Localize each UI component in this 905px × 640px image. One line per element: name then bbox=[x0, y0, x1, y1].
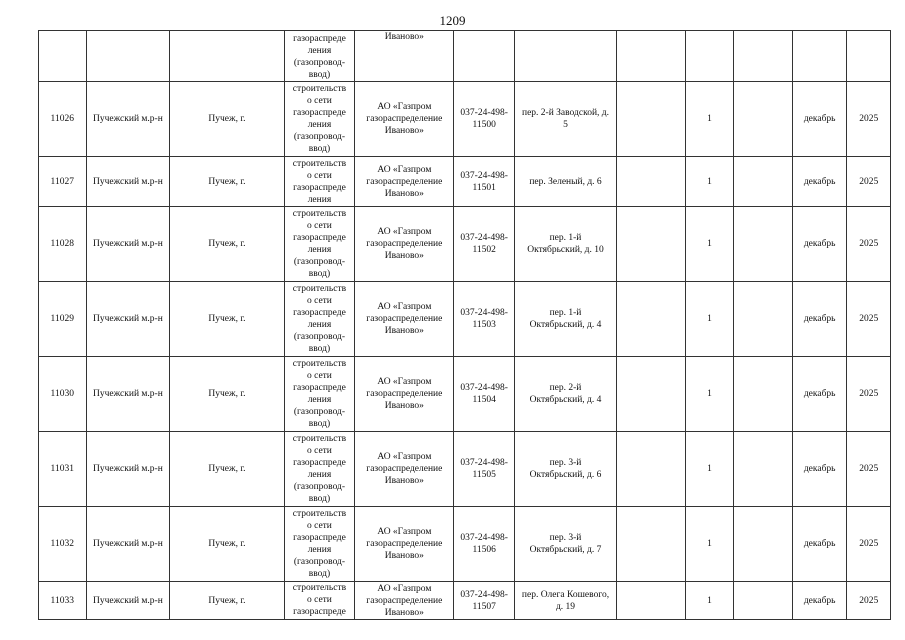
cell-work-type bbox=[284, 207, 355, 282]
cell-month: декабрь bbox=[792, 432, 847, 507]
work-type-line: ввод) bbox=[308, 144, 331, 154]
table-row bbox=[39, 82, 891, 157]
work-type-line: ввод) bbox=[308, 569, 331, 579]
cell-work-type bbox=[284, 507, 355, 582]
cell-number: 11031 bbox=[39, 432, 87, 507]
cell-organization: АО «Газпром газораспределение Иваново» bbox=[355, 582, 454, 620]
cell-locality: Пучеж, г. bbox=[170, 157, 284, 207]
work-type-line: строительств bbox=[292, 509, 347, 519]
cell-year bbox=[847, 31, 891, 82]
cell-blank bbox=[617, 357, 686, 432]
cell-quantity: 1 bbox=[685, 582, 734, 620]
cell-address: пер. 2-й Заводской, д. 5 bbox=[514, 82, 616, 157]
cell-quantity bbox=[685, 31, 734, 82]
table-row bbox=[39, 157, 891, 207]
table-row bbox=[39, 357, 891, 432]
work-type-line: ввод) bbox=[308, 70, 331, 80]
cell-locality bbox=[170, 31, 284, 82]
work-type-line: газораспреде bbox=[293, 607, 346, 617]
work-type-line: строительств bbox=[292, 583, 347, 593]
cell-locality: Пучеж, г. bbox=[170, 432, 284, 507]
work-type-line: ления bbox=[307, 46, 332, 56]
work-type-line: (газопровод- bbox=[293, 332, 346, 342]
cell-code bbox=[454, 31, 515, 82]
work-type-line: ввод) bbox=[308, 269, 331, 279]
cell-quantity: 1 bbox=[685, 207, 734, 282]
cell-organization: АО «Газпром газораспределение Иваново» bbox=[355, 507, 454, 582]
cell-month: декабрь bbox=[792, 282, 847, 357]
work-type-line: (газопровод- bbox=[293, 557, 346, 567]
cell-code: 037-24-498-11503 bbox=[454, 282, 515, 357]
cell-address: пер. Зеленый, д. 6 bbox=[514, 157, 616, 207]
table-row bbox=[39, 282, 891, 357]
cell-code: 037-24-498-11506 bbox=[454, 507, 515, 582]
cell-year: 2025 bbox=[847, 432, 891, 507]
cell-blank bbox=[734, 31, 793, 82]
table-row-partial bbox=[39, 31, 891, 82]
work-type-line: ввод) bbox=[308, 344, 331, 354]
work-type-line: ления bbox=[307, 545, 332, 555]
work-type-line: ления bbox=[307, 320, 332, 330]
work-type-line: газораспреде bbox=[293, 182, 346, 193]
cell-address: пер. 3-й Октябрьский, д. 6 bbox=[514, 432, 616, 507]
cell-blank bbox=[734, 357, 793, 432]
cell-locality: Пучеж, г. bbox=[170, 507, 284, 582]
cell-district: Пучежский м.р-н bbox=[86, 207, 170, 282]
page-number: 1209 bbox=[439, 13, 466, 28]
cell-code: 037-24-498-11504 bbox=[454, 357, 515, 432]
cell-district: Пучежский м.р-н bbox=[86, 282, 170, 357]
work-type-line: строительств bbox=[292, 209, 347, 219]
work-type-line: строительств bbox=[292, 434, 347, 444]
work-type-line: о сети bbox=[306, 521, 332, 531]
cell-blank bbox=[617, 282, 686, 357]
cell-blank bbox=[734, 582, 793, 620]
cell-organization: АО «Газпром газораспределение Иваново» bbox=[355, 82, 454, 157]
cell-year: 2025 bbox=[847, 157, 891, 207]
cell-organization: АО «Газпром газораспределение Иваново» bbox=[355, 282, 454, 357]
cell-locality: Пучеж, г. bbox=[170, 282, 284, 357]
cell-month bbox=[792, 31, 847, 82]
cell-work-type bbox=[284, 31, 355, 82]
cell-year: 2025 bbox=[847, 582, 891, 620]
work-type-line: о сети bbox=[306, 96, 332, 106]
cell-blank bbox=[617, 207, 686, 282]
cell-month: декабрь bbox=[792, 207, 847, 282]
cell-number: 11032 bbox=[39, 507, 87, 582]
work-type-line: о сети bbox=[306, 170, 332, 181]
cell-locality: Пучеж, г. bbox=[170, 357, 284, 432]
cell-blank bbox=[734, 207, 793, 282]
cell-work-type bbox=[284, 82, 355, 157]
cell-blank bbox=[617, 432, 686, 507]
cell-blank bbox=[734, 82, 793, 157]
cell-number: 11033 bbox=[39, 582, 87, 620]
work-type-line: строительств bbox=[292, 359, 347, 369]
cell-year: 2025 bbox=[847, 357, 891, 432]
cell-quantity: 1 bbox=[685, 157, 734, 207]
cell-blank bbox=[617, 507, 686, 582]
cell-number: 11030 bbox=[39, 357, 87, 432]
cell-district: Пучежский м.р-н bbox=[86, 82, 170, 157]
work-type-line: о сети bbox=[306, 595, 332, 605]
work-type-line: строительств bbox=[292, 84, 347, 94]
cell-quantity: 1 bbox=[685, 282, 734, 357]
cell-organization: АО «Газпром газораспределение Иваново» bbox=[355, 157, 454, 207]
cell-year: 2025 bbox=[847, 207, 891, 282]
cell-month: декабрь bbox=[792, 357, 847, 432]
work-type-line: ления bbox=[307, 395, 332, 405]
work-type-line: (газопровод- bbox=[293, 407, 346, 417]
cell-district bbox=[86, 31, 170, 82]
cell-number bbox=[39, 31, 87, 82]
cell-quantity: 1 bbox=[685, 357, 734, 432]
work-type-line: ления bbox=[307, 194, 332, 205]
cell-organization: АО «Газпром газораспределение Иваново» bbox=[355, 207, 454, 282]
cell-locality: Пучеж, г. bbox=[170, 207, 284, 282]
work-type-line: (газопровод- bbox=[293, 257, 346, 267]
cell-work-type bbox=[284, 432, 355, 507]
cell-blank bbox=[734, 282, 793, 357]
work-type-line: ления bbox=[307, 470, 332, 480]
table-row bbox=[39, 507, 891, 582]
cell-organization: АО «Газпром газораспределение Иваново» bbox=[355, 357, 454, 432]
cell-district: Пучежский м.р-н bbox=[86, 507, 170, 582]
cell-year: 2025 bbox=[847, 282, 891, 357]
cell-work-type bbox=[284, 282, 355, 357]
work-type-line: (газопровод- bbox=[293, 132, 346, 142]
work-type-line: газораспреде bbox=[293, 34, 346, 44]
table-body bbox=[39, 31, 891, 620]
work-type-line: о сети bbox=[306, 371, 332, 381]
cell-quantity: 1 bbox=[685, 507, 734, 582]
cell-blank bbox=[617, 82, 686, 157]
work-type-line: строительств bbox=[292, 158, 347, 169]
work-type-line: строительств bbox=[292, 284, 347, 294]
work-type-line: ввод) bbox=[308, 419, 331, 429]
work-type-line: ввод) bbox=[308, 494, 331, 504]
table-row bbox=[39, 432, 891, 507]
cell-code: 037-24-498-11502 bbox=[454, 207, 515, 282]
cell-quantity: 1 bbox=[685, 82, 734, 157]
cell-address: пер. 1-й Октябрьский, д. 10 bbox=[514, 207, 616, 282]
cell-month: декабрь bbox=[792, 582, 847, 620]
cell-code: 037-24-498-11500 bbox=[454, 82, 515, 157]
cell-year: 2025 bbox=[847, 507, 891, 582]
cell-code: 037-24-498-11507 bbox=[454, 582, 515, 620]
cell-locality: Пучеж, г. bbox=[170, 582, 284, 620]
cell-blank bbox=[617, 582, 686, 620]
cell-code: 037-24-498-11501 bbox=[454, 157, 515, 207]
work-type-line: (газопровод- bbox=[293, 482, 346, 492]
cell-district: Пучежский м.р-н bbox=[86, 582, 170, 620]
cell-month: декабрь bbox=[792, 82, 847, 157]
cell-work-type bbox=[284, 582, 355, 620]
work-type-line: газораспреде bbox=[293, 533, 346, 543]
cell-locality: Пучеж, г. bbox=[170, 82, 284, 157]
cell-address: пер. 1-й Октябрьский, д. 4 bbox=[514, 282, 616, 357]
cell-blank bbox=[617, 157, 686, 207]
work-type-line: о сети bbox=[306, 296, 332, 306]
cell-month: декабрь bbox=[792, 157, 847, 207]
cell-district: Пучежский м.р-н bbox=[86, 432, 170, 507]
register-table bbox=[38, 30, 891, 620]
work-type-line: газораспреде bbox=[293, 458, 346, 468]
cell-blank bbox=[734, 157, 793, 207]
cell-address: пер. 2-й Октябрьский, д. 4 bbox=[514, 357, 616, 432]
cell-number: 11028 bbox=[39, 207, 87, 282]
cell-work-type bbox=[284, 157, 355, 207]
work-type-line: ления bbox=[307, 245, 332, 255]
work-type-line: (газопровод- bbox=[293, 58, 346, 68]
cell-blank bbox=[734, 507, 793, 582]
cell-year: 2025 bbox=[847, 82, 891, 157]
cell-district: Пучежский м.р-н bbox=[86, 357, 170, 432]
work-type-line: газораспреде bbox=[293, 308, 346, 318]
cell-blank bbox=[734, 432, 793, 507]
work-type-line: газораспреде bbox=[293, 233, 346, 243]
table-row bbox=[39, 207, 891, 282]
work-type-line: газораспреде bbox=[293, 108, 346, 118]
table-row bbox=[39, 582, 891, 620]
cell-number: 11029 bbox=[39, 282, 87, 357]
cell-address: пер. 3-й Октябрьский, д. 7 bbox=[514, 507, 616, 582]
cell-address bbox=[514, 31, 616, 82]
cell-organization: АО «Газпром газораспределение Иваново» bbox=[355, 432, 454, 507]
cell-address: пер. Олега Кошевого, д. 19 bbox=[514, 582, 616, 620]
cell-work-type bbox=[284, 357, 355, 432]
work-type-line: о сети bbox=[306, 221, 332, 231]
cell-organization: Иваново» bbox=[355, 31, 454, 82]
work-type-line: газораспреде bbox=[293, 383, 346, 393]
cell-number: 11027 bbox=[39, 157, 87, 207]
cell-quantity: 1 bbox=[685, 432, 734, 507]
cell-code: 037-24-498-11505 bbox=[454, 432, 515, 507]
work-type-line: о сети bbox=[306, 446, 332, 456]
cell-number: 11026 bbox=[39, 82, 87, 157]
cell-blank bbox=[617, 31, 686, 82]
work-type-line: ления bbox=[307, 120, 332, 130]
cell-month: декабрь bbox=[792, 507, 847, 582]
cell-district: Пучежский м.р-н bbox=[86, 157, 170, 207]
